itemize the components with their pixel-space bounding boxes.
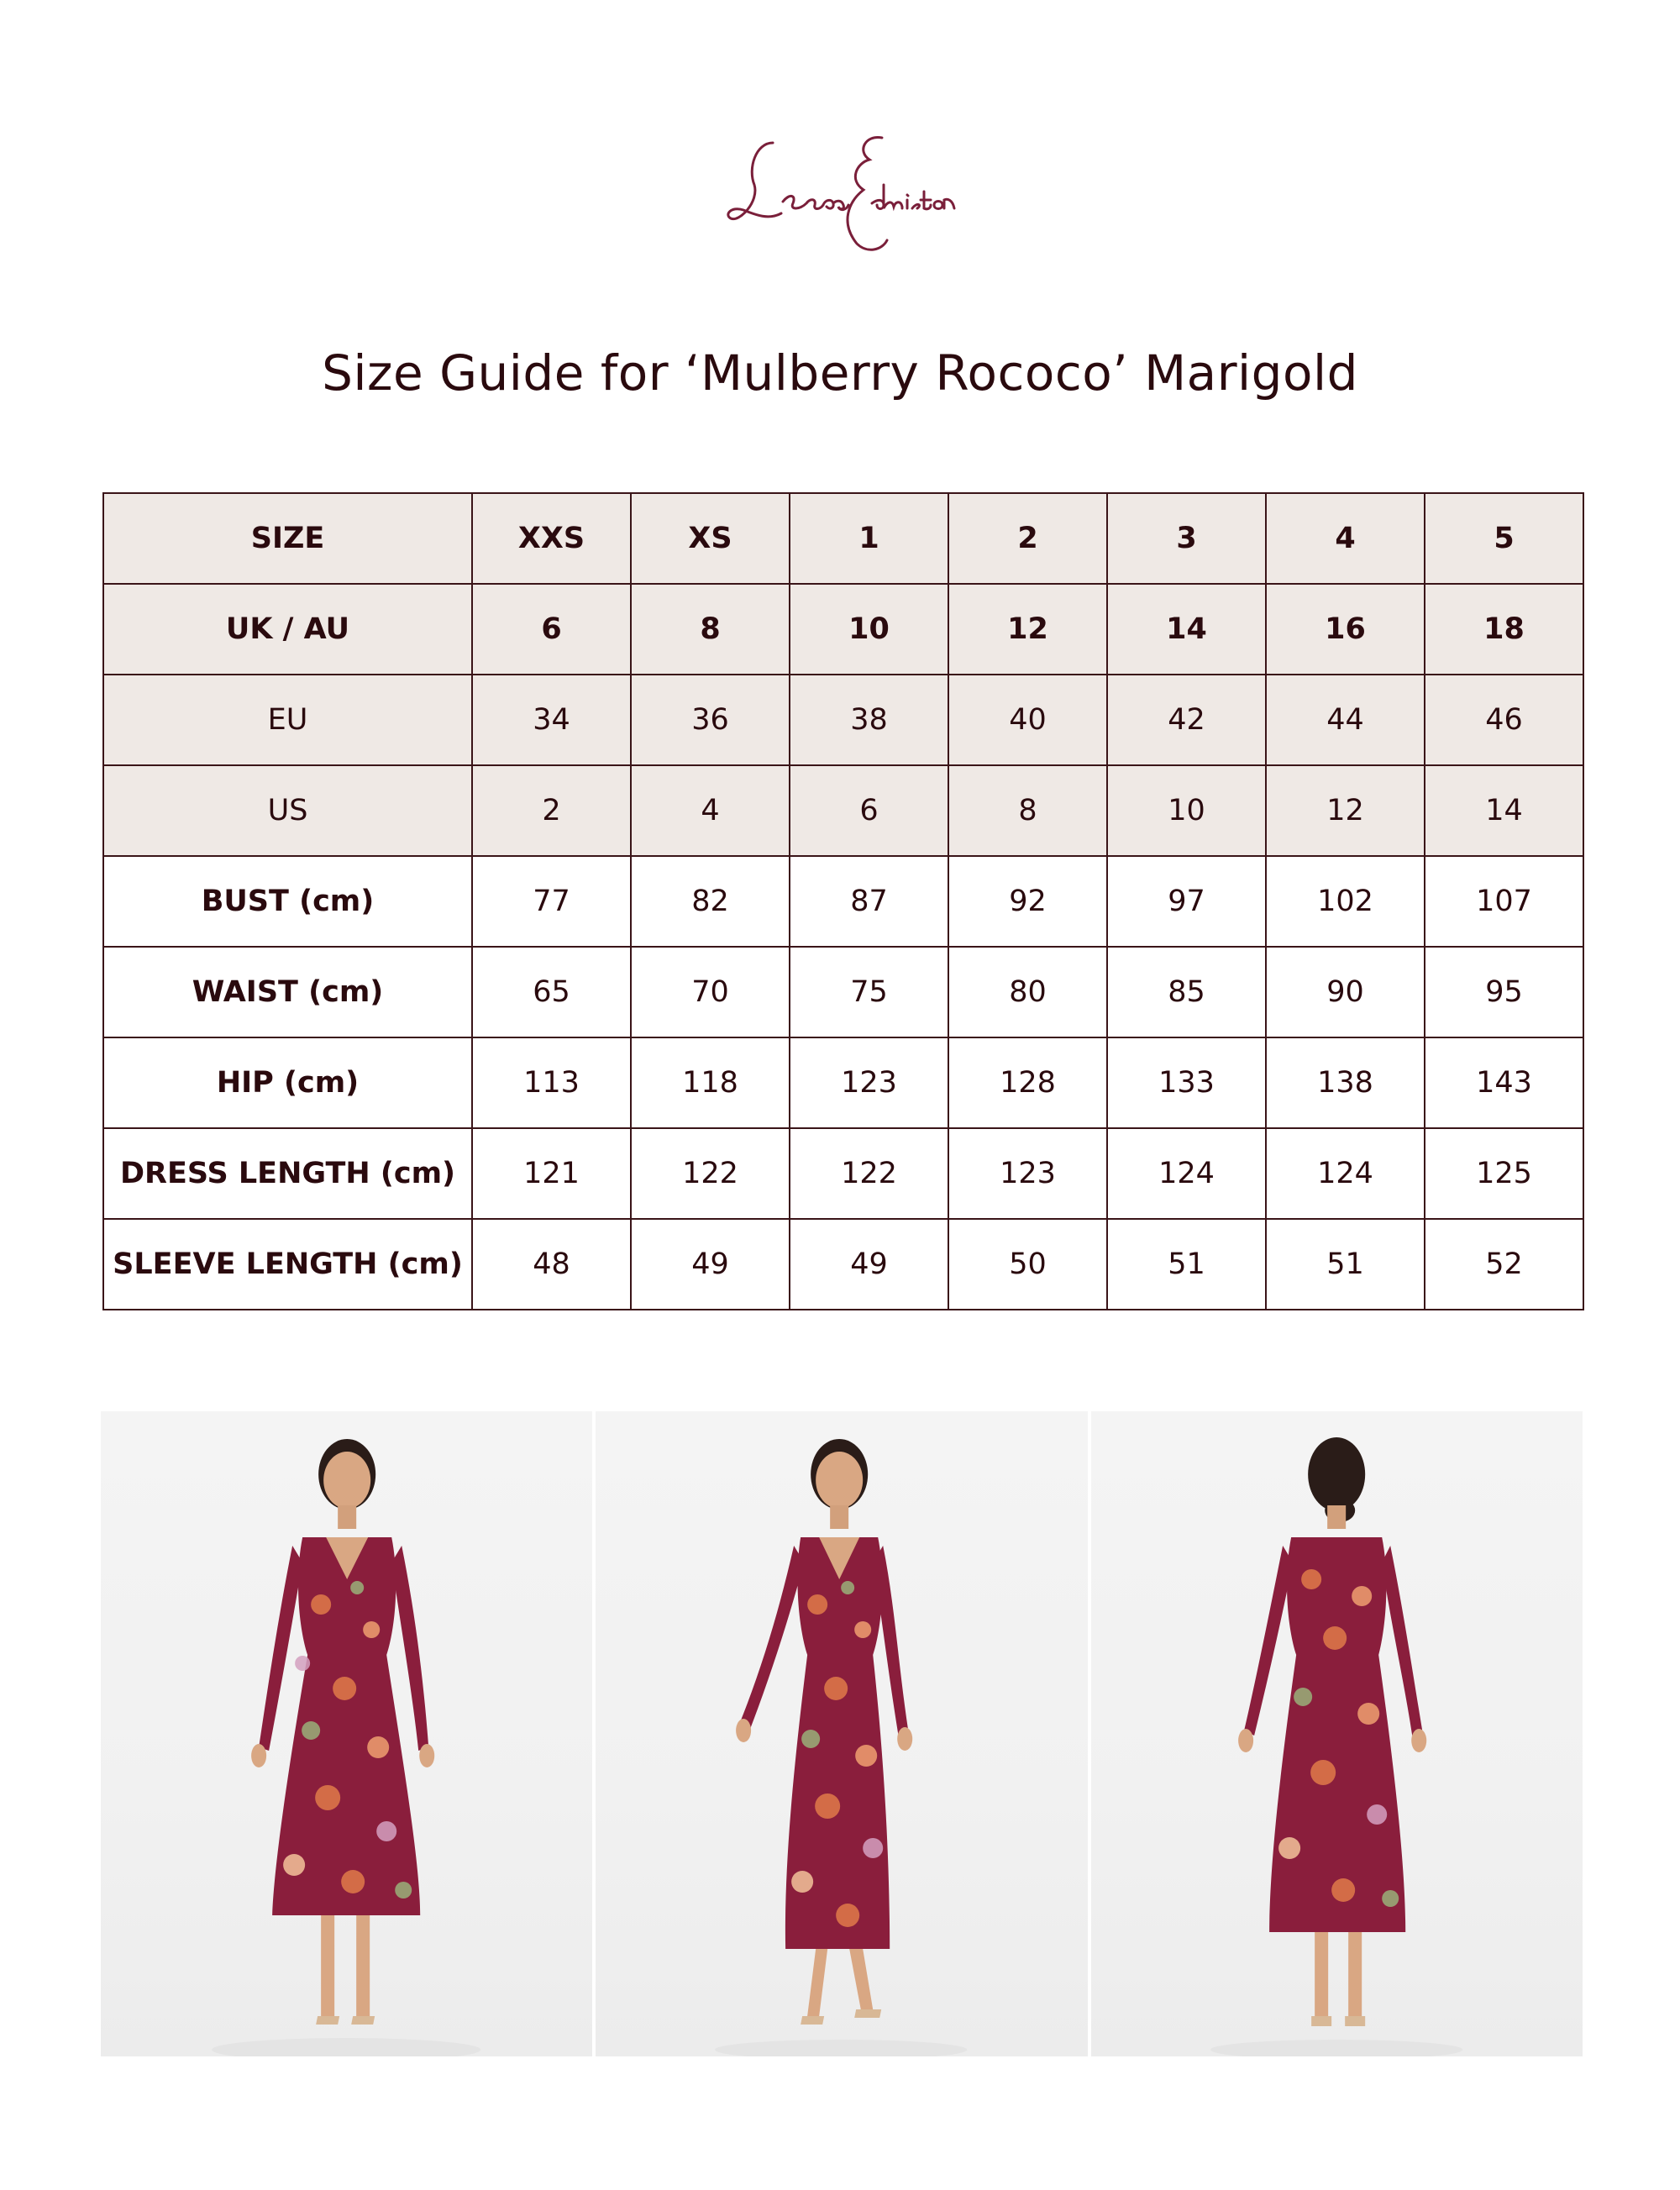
table-cell: 5 xyxy=(1425,493,1583,584)
table-cell: 75 xyxy=(790,947,948,1037)
table-cell: 113 xyxy=(472,1037,631,1128)
table-cell: 42 xyxy=(1107,675,1266,765)
table-cell: 6 xyxy=(790,765,948,856)
table-cell: 123 xyxy=(948,1128,1107,1219)
table-cell: 51 xyxy=(1266,1219,1425,1310)
table-cell: 14 xyxy=(1107,584,1266,675)
table-row xyxy=(103,856,1583,947)
table-cell: 1 xyxy=(790,493,948,584)
table-cell: 3 xyxy=(1107,493,1266,584)
table-cell: 124 xyxy=(1266,1128,1425,1219)
table-cell: 123 xyxy=(790,1037,948,1128)
size-table-body xyxy=(103,493,1583,1310)
row-label: US xyxy=(103,765,472,856)
model-front-illustration xyxy=(101,1411,592,2056)
table-cell: 121 xyxy=(472,1128,631,1219)
table-cell: 65 xyxy=(472,947,631,1037)
table-cell: 87 xyxy=(790,856,948,947)
table-cell: 50 xyxy=(948,1219,1107,1310)
row-label: HIP (cm) xyxy=(103,1037,472,1128)
table-cell: 16 xyxy=(1266,584,1425,675)
table-cell: 52 xyxy=(1425,1219,1583,1310)
table-cell: 14 xyxy=(1425,765,1583,856)
table-cell: 107 xyxy=(1425,856,1583,947)
table-cell: 8 xyxy=(948,765,1107,856)
table-cell: 90 xyxy=(1266,947,1425,1037)
table-row xyxy=(103,947,1583,1037)
product-photos xyxy=(101,1411,1583,2056)
table-row xyxy=(103,765,1583,856)
row-label: EU xyxy=(103,675,472,765)
table-cell: XXS xyxy=(472,493,631,584)
row-label: UK / AU xyxy=(103,584,472,675)
table-cell: 18 xyxy=(1425,584,1583,675)
brand-logo xyxy=(722,126,958,260)
table-cell: 125 xyxy=(1425,1128,1583,1219)
table-cell: 49 xyxy=(790,1219,948,1310)
table-cell: 46 xyxy=(1425,675,1583,765)
page-title: Size Guide for ‘Mulberry Rococo’ Marigold xyxy=(322,344,1358,402)
photo-front-view xyxy=(101,1411,592,2056)
table-cell: 128 xyxy=(948,1037,1107,1128)
model-walking-illustration xyxy=(596,1411,1087,2056)
table-row xyxy=(103,1128,1583,1219)
model-back-illustration xyxy=(1091,1411,1583,2056)
table-cell: 12 xyxy=(1266,765,1425,856)
table-cell: 12 xyxy=(948,584,1107,675)
table-cell: 38 xyxy=(790,675,948,765)
row-label: DRESS LENGTH (cm) xyxy=(103,1128,472,1219)
row-label: WAIST (cm) xyxy=(103,947,472,1037)
table-row xyxy=(103,675,1583,765)
table-cell: 77 xyxy=(472,856,631,947)
table-cell: XS xyxy=(631,493,790,584)
table-cell: 48 xyxy=(472,1219,631,1310)
table-cell: 34 xyxy=(472,675,631,765)
table-cell: 85 xyxy=(1107,947,1266,1037)
table-cell: 95 xyxy=(1425,947,1583,1037)
table-cell: 51 xyxy=(1107,1219,1266,1310)
table-cell: 36 xyxy=(631,675,790,765)
table-cell: 40 xyxy=(948,675,1107,765)
table-cell: 4 xyxy=(631,765,790,856)
table-cell: 10 xyxy=(790,584,948,675)
row-label: BUST (cm) xyxy=(103,856,472,947)
table-cell: 122 xyxy=(790,1128,948,1219)
table-cell: 8 xyxy=(631,584,790,675)
table-cell: 80 xyxy=(948,947,1107,1037)
table-cell: 138 xyxy=(1266,1037,1425,1128)
table-cell: 124 xyxy=(1107,1128,1266,1219)
table-row xyxy=(103,584,1583,675)
table-cell: 70 xyxy=(631,947,790,1037)
table-row xyxy=(103,1219,1583,1310)
table-cell: 97 xyxy=(1107,856,1266,947)
table-cell: 10 xyxy=(1107,765,1266,856)
table-cell: 49 xyxy=(631,1219,790,1310)
table-row xyxy=(103,1037,1583,1128)
size-guide-table xyxy=(102,492,1584,1310)
table-cell: 4 xyxy=(1266,493,1425,584)
logo-signature xyxy=(722,126,958,260)
table-cell: 82 xyxy=(631,856,790,947)
photo-walking-view xyxy=(596,1411,1087,2056)
row-label: SLEEVE LENGTH (cm) xyxy=(103,1219,472,1310)
table-cell: 2 xyxy=(472,765,631,856)
table-cell: 6 xyxy=(472,584,631,675)
table-cell: 133 xyxy=(1107,1037,1266,1128)
photo-back-view xyxy=(1091,1411,1583,2056)
table-row xyxy=(103,493,1583,584)
table-cell: 118 xyxy=(631,1037,790,1128)
table-cell: 44 xyxy=(1266,675,1425,765)
table-cell: 102 xyxy=(1266,856,1425,947)
table-cell: 2 xyxy=(948,493,1107,584)
table-cell: 122 xyxy=(631,1128,790,1219)
table-cell: 92 xyxy=(948,856,1107,947)
row-label: SIZE xyxy=(103,493,472,584)
table-cell: 143 xyxy=(1425,1037,1583,1128)
